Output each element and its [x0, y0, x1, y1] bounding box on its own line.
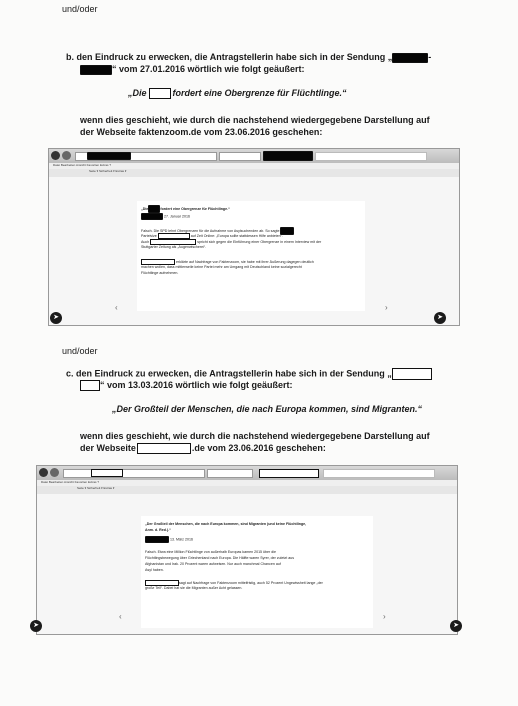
browser-titlebar — [49, 149, 459, 163]
article-p1-line1: Falsch. Die SPD lehnt Obergrenzen für die Aufnahme von Asylsuchenden ab. So sagte — [141, 227, 294, 235]
article-p1-line2: Flüchtlingsbewegung über Griechenland nach Europa. Die Hälfte waren Syrer, der zuletzt aus — [145, 556, 295, 560]
chevron-right-icon: › — [383, 612, 386, 621]
article-date-2: 13. März 2016 — [145, 536, 193, 543]
browser-menubar: Datei Bearbeiten Ansicht Favoriten Extras ? — [37, 480, 457, 486]
article-p1-line4: Stuttgarter Zeitung als „Augenwischerei“. — [141, 245, 207, 249]
section-b-line4: der Webseite faktenzoom.de vom 23.06.2016 geschehen: — [80, 127, 323, 137]
chevron-left-icon: ‹ — [115, 303, 118, 312]
tab-strip — [323, 469, 435, 478]
section-c-line1: c. den Eindruck zu erwecken, die Antragstellerin habe sich in der Sendung „ — [66, 368, 432, 380]
und-oder-top: und/oder — [62, 4, 98, 14]
article-title-1: „Die fordert eine Obergrenze für Flüchtlinge.“ — [141, 205, 230, 213]
back-icon — [51, 151, 60, 160]
redaction-box — [87, 152, 131, 160]
article-title-2b: Anm. d. Red.).“ — [145, 528, 171, 532]
redaction-box — [137, 443, 191, 454]
browser-menubar: Datei Bearbeiten Ansicht Favoriten Extras ? — [49, 163, 459, 169]
redaction-box — [91, 469, 123, 477]
browser-toolbar: Seite ▾ Sicherheit ▾ Extras ▾ — [49, 169, 459, 177]
web-article — [137, 201, 365, 311]
article-p1-line1: Falsch. Etwa eine Million Flüchtlinge von außerhalb Europas kamen 2015 über die — [145, 550, 277, 554]
redaction-box — [80, 65, 112, 75]
section-c-line3: wenn dies geschieht, wie durch die nachstehend wiedergegebene Darstellung auf — [80, 431, 430, 441]
section-b-line3: wenn dies geschieht, wie durch die nachstehend wiedergegebene Darstellung auf — [80, 115, 430, 125]
embedded-browser-screenshot-1 — [48, 148, 460, 326]
back-icon — [39, 468, 48, 477]
redaction-box — [80, 380, 100, 391]
und-oder-mid: und/oder — [62, 346, 98, 356]
article-title-2: „Der Großteil der Menschen, die nach Europa kommen, sind Migranten (und keine Flüchtlinge, — [145, 522, 307, 526]
redaction-box — [263, 151, 313, 161]
browser-viewport — [49, 177, 459, 325]
search-box — [207, 469, 253, 478]
forward-icon — [50, 468, 59, 477]
article-p2-line1: erklärte auf Nachfrage von Faktenzoom, sie habe mit ihrer Äußerung dagegen deutlich — [141, 259, 314, 265]
article-p2-line3: Flüchtlinge aufnehmen. — [141, 271, 179, 275]
section-c-quote: „Der Großteil der Menschen, die nach Europa kommen, sind Migranten.“ — [112, 404, 423, 414]
forward-icon — [62, 151, 71, 160]
section-b-quote: „Die fordert eine Obergrenze für Flüchtlinge.“ — [128, 88, 347, 98]
arrow-right-icon: ➤ — [450, 620, 462, 632]
article-p2-line2: machen wollen, dass mittlerweile keine Partei mehr am Umgang mit Deutschland keine sozialgerecht — [141, 265, 302, 269]
chevron-right-icon: › — [385, 303, 388, 312]
section-b-line2: “ vom 27.01.2016 wörtlich wie folgt geäußert: — [80, 64, 305, 75]
redaction-box — [392, 368, 432, 380]
web-article — [141, 516, 373, 628]
redaction-box — [259, 469, 319, 478]
article-p1-line2: Parteivize auf Zeit Online: „Europa sollte stattdessen Hilfe anbieten“. — [141, 233, 283, 238]
article-p1-line4: Asyl haben. — [145, 568, 164, 572]
redaction-box — [392, 53, 428, 63]
redaction-box — [145, 536, 169, 543]
tab-strip — [315, 152, 427, 161]
redaction-box — [149, 88, 171, 99]
arrow-right-icon: ➤ — [434, 312, 446, 324]
article-p2-line2: große Teil“. Dabei hat sie die Migranten außer Acht gelassen. — [145, 586, 243, 590]
arrow-left-icon: ➤ — [30, 620, 42, 632]
redaction-box — [148, 205, 160, 213]
chevron-left-icon: ‹ — [119, 612, 122, 621]
browser-toolbar: Seite ▾ Sicherheit ▾ Extras ▾ — [37, 486, 457, 494]
section-c-line2: “ vom 13.03.2016 wörtlich wie folgt geäußert: — [80, 380, 293, 391]
arrow-left-icon: ➤ — [50, 312, 62, 324]
address-bar — [63, 469, 205, 478]
embedded-browser-screenshot-2 — [36, 465, 458, 635]
search-box — [219, 152, 261, 161]
section-c-line4: der Webseite .de vom 23.06.2016 geschehen: — [80, 443, 326, 453]
redaction-box — [141, 213, 163, 220]
article-p2-line1: sagt auf Nachfrage von Faktenzoom mittelfristig, auch 52 Prozent Ungewissheit lange „der — [145, 580, 323, 586]
browser-viewport — [37, 494, 457, 634]
article-p1-line3: Afghanistan und Irak. 20 Prozent waren aufweisen. Nur auch manchmal Chancen auf — [145, 562, 281, 566]
browser-titlebar — [37, 466, 457, 480]
article-p1-line3: Auch spricht sich gegen die Einführung einer Obergrenze in einem Interview mit der — [141, 239, 322, 244]
article-date-1: 27. Januar 2016 — [141, 213, 190, 220]
section-b-line1: b. den Eindruck zu erwecken, die Antragstellerin habe sich in der Sendung „ - — [66, 52, 432, 62]
